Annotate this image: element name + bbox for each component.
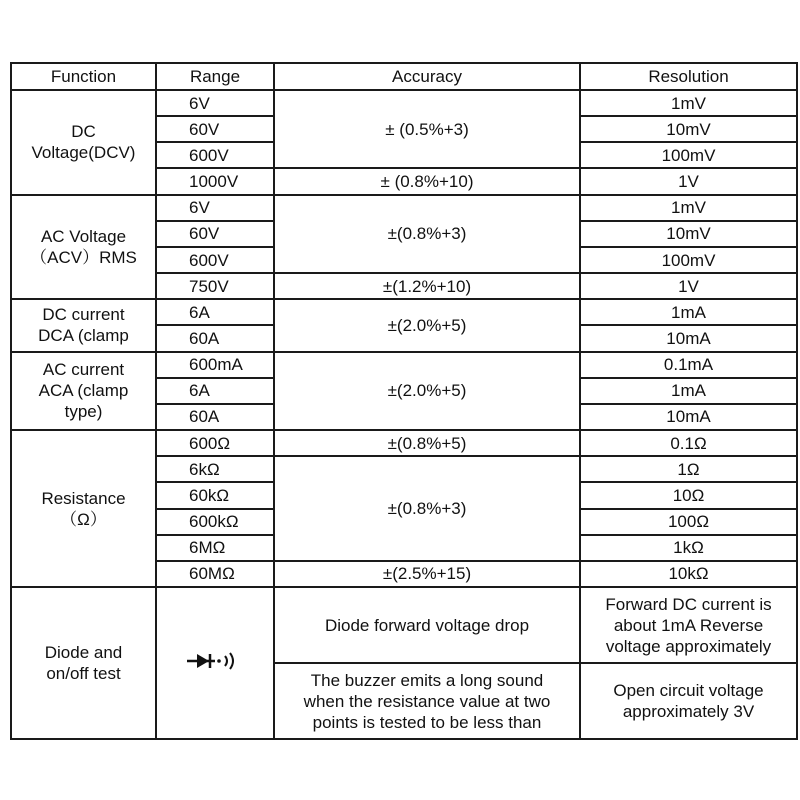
- accuracy-cell: ±(1.2%+10): [274, 273, 580, 299]
- function-dcv: DC Voltage(DCV): [11, 90, 156, 195]
- range-cell: 60V: [156, 221, 274, 247]
- spec-table: [10, 62, 798, 740]
- resolution-cell: 1V: [580, 273, 797, 299]
- resolution-cell: 1kΩ: [580, 535, 797, 561]
- header-resolution: Resolution: [580, 63, 797, 90]
- range-cell: 600kΩ: [156, 509, 274, 535]
- accuracy-cell: ±(0.8%+5): [274, 430, 580, 456]
- resolution-cell: 1mV: [580, 195, 797, 221]
- range-cell: 6V: [156, 90, 274, 116]
- resolution-cell: 100mV: [580, 247, 797, 273]
- resolution-cell: 0.1Ω: [580, 430, 797, 456]
- accuracy-cell: ±(2.5%+15): [274, 561, 580, 587]
- resolution-cell: 1V: [580, 168, 797, 194]
- range-cell: 60V: [156, 116, 274, 142]
- buzzer-resolution: Open circuit voltage approximately 3V: [580, 663, 797, 739]
- resolution-cell: 1Ω: [580, 456, 797, 482]
- function-dca: DC current DCA (clamp: [11, 299, 156, 351]
- table-row: [11, 299, 797, 325]
- resolution-cell: 10mV: [580, 221, 797, 247]
- header-accuracy: Accuracy: [274, 63, 580, 90]
- resolution-cell: 10mV: [580, 116, 797, 142]
- accuracy-cell: ± (0.8%+10): [274, 168, 580, 194]
- header-range: Range: [156, 63, 274, 90]
- range-cell: 6A: [156, 378, 274, 404]
- diode-buzzer-icon-svg: [185, 650, 245, 672]
- range-cell: 1000V: [156, 168, 274, 194]
- diode-description: Diode forward voltage drop: [274, 587, 580, 663]
- function-diode: Diode and on/off test: [11, 587, 156, 739]
- range-cell: 600mA: [156, 352, 274, 378]
- header-row: [11, 63, 797, 90]
- function-acv: AC Voltage （ACV）RMS: [11, 195, 156, 300]
- resolution-cell: 0.1mA: [580, 352, 797, 378]
- function-resistance: Resistance （Ω）: [11, 430, 156, 587]
- range-cell: 750V: [156, 273, 274, 299]
- resolution-cell: 10mA: [580, 325, 797, 351]
- range-cell: 6kΩ: [156, 456, 274, 482]
- header-function: Function: [11, 63, 156, 90]
- accuracy-cell: ± (0.5%+3): [274, 90, 580, 168]
- range-cell: 600V: [156, 142, 274, 168]
- table-row: [11, 430, 797, 456]
- resolution-cell: 1mA: [580, 378, 797, 404]
- accuracy-cell: ±(0.8%+3): [274, 456, 580, 561]
- accuracy-cell: ±(2.0%+5): [274, 299, 580, 351]
- resolution-cell: 1mA: [580, 299, 797, 325]
- table-row: [11, 90, 797, 116]
- range-cell: 6V: [156, 195, 274, 221]
- range-cell: 60A: [156, 325, 274, 351]
- range-cell: 600V: [156, 247, 274, 273]
- resolution-cell: 100mV: [580, 142, 797, 168]
- range-cell: 60MΩ: [156, 561, 274, 587]
- range-cell: 60A: [156, 404, 274, 430]
- table-row: [11, 352, 797, 378]
- resolution-cell: 100Ω: [580, 509, 797, 535]
- table-row: [11, 587, 797, 663]
- diode-buzzer-icon: [156, 587, 274, 739]
- function-aca: AC current ACA (clamp type): [11, 352, 156, 430]
- range-cell: 60kΩ: [156, 482, 274, 508]
- accuracy-cell: ±(0.8%+3): [274, 195, 580, 273]
- resolution-cell: 10kΩ: [580, 561, 797, 587]
- range-cell: 6MΩ: [156, 535, 274, 561]
- range-cell: 6A: [156, 299, 274, 325]
- resolution-cell: 10mA: [580, 404, 797, 430]
- resolution-cell: 10Ω: [580, 482, 797, 508]
- buzzer-description: The buzzer emits a long sound when the resistance value at two points is tested to be less than: [274, 663, 580, 739]
- table-row: [11, 195, 797, 221]
- diode-resolution: Forward DC current is about 1mA Reverse voltage approximately: [580, 587, 797, 663]
- resolution-cell: 1mV: [580, 90, 797, 116]
- accuracy-cell: ±(2.0%+5): [274, 352, 580, 430]
- range-cell: 600Ω: [156, 430, 274, 456]
